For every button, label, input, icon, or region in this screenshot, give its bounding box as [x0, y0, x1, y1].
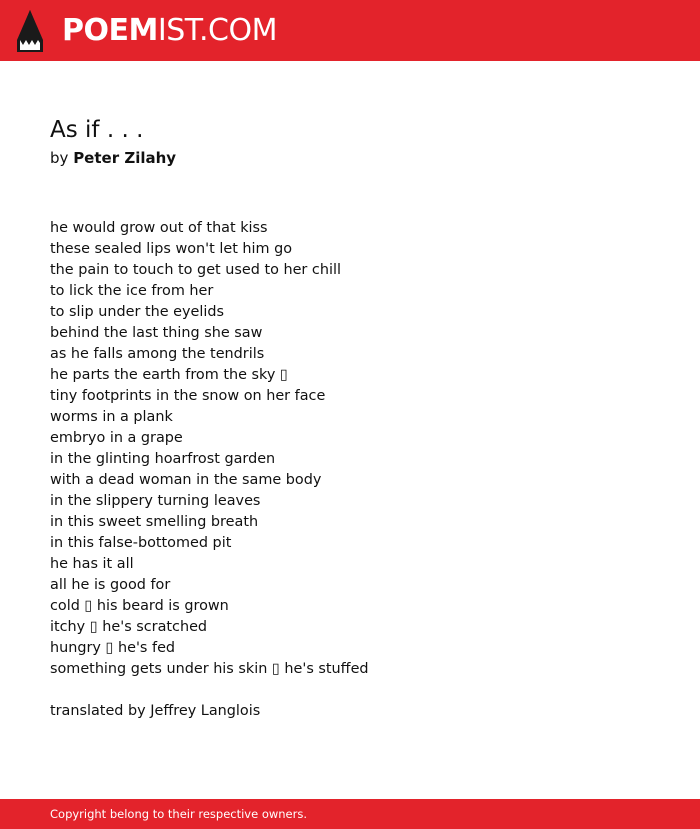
poem-line: to lick the ice from her [50, 283, 214, 299]
poem-line: cold ▯ his beard is grown [50, 598, 229, 614]
poem-line: behind the last thing she saw [50, 325, 263, 341]
poem-line: in this sweet smelling breath [50, 514, 259, 530]
site-header [0, 0, 700, 61]
poem-content [50, 112, 670, 722]
poem-line: he would grow out of that kiss [50, 220, 268, 236]
byline-prefix: by [50, 149, 69, 167]
poem-line: in the slippery turning leaves [50, 493, 261, 509]
poem-line: something gets under his skin ▯ he's stuffed [50, 661, 369, 677]
poem-line: itchy ▯ he's scratched [50, 619, 208, 635]
poem-line: these sealed lips won't let him go [50, 241, 293, 257]
site-logo-text[interactable] [62, 11, 277, 51]
copyright-notice: Copyright belong to their respective owners. [50, 807, 308, 821]
byline [50, 146, 670, 170]
poem-line: worms in a plank [50, 409, 173, 425]
brand-light: IST.COM [157, 13, 277, 48]
poem-line: the pain to touch to get used to her chill [50, 262, 341, 278]
poem-line: in the glinting hoarfrost garden [50, 451, 276, 467]
poem-line: all he is good for [50, 577, 171, 593]
poem-body [50, 218, 670, 680]
poem-line: embryo in a grape [50, 430, 183, 446]
poem-line: hungry ▯ he's fed [50, 640, 176, 656]
translator-credit: translated by Jeffrey Langlois [50, 703, 261, 719]
brand-bold: POEM [62, 13, 158, 48]
poem-line: he has it all [50, 556, 134, 572]
poem-line: as he falls among the tendrils [50, 346, 265, 362]
poem-title: As if . . . [50, 117, 144, 143]
poem-line: in this false-bottomed pit [50, 535, 232, 551]
poem-line: to slip under the eyelids [50, 304, 224, 320]
pencil-tip-icon[interactable] [17, 10, 43, 52]
poem-line: he parts the earth from the sky ▯ [50, 367, 288, 383]
poem-line: with a dead woman in the same body [50, 472, 322, 488]
author-name: Peter Zilahy [73, 149, 177, 167]
site-footer [0, 799, 700, 829]
poem-line: tiny footprints in the snow on her face [50, 388, 326, 404]
